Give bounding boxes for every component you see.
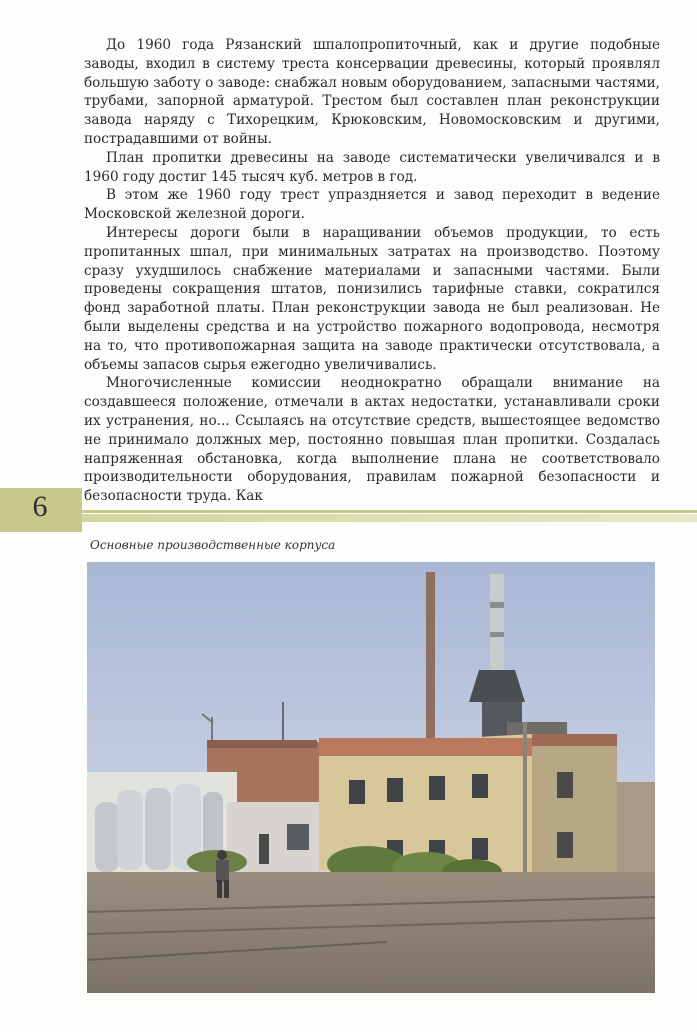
page-number: 6 xyxy=(32,490,48,523)
page-number-block xyxy=(0,488,82,532)
factory-buildings-photo xyxy=(87,562,655,993)
body-text xyxy=(84,36,660,506)
decorative-stripe xyxy=(82,510,697,513)
photo-caption: Основные производственные корпуса xyxy=(90,538,336,552)
paragraph-3: В этом же 1960 году трест упраздняется и завод переходит в ведение Московской железной дороги. xyxy=(84,187,660,223)
paragraph-4: Интересы дороги были в наращивании объемов продукции, то есть пропитанных шпал, при минимальных затратах на производство. Поэтому сразу ухудшилось снабжение материалами и запасными частями. Были проведены сокращения штатов, понизились тарифные ставки, сократился фонд заработной платы. План реконструкции завода не был реализован. Не были выделены средства и на устройство пожарного водопровода, несмотря на то, что противопожарная защита на заводе практически отсутствовала, а объемы запасов сырья ежегодно увеличивались. xyxy=(84,224,660,373)
paragraph-5: Многочисленные комиссии неоднократно обращали внимание на создавшееся положение, отмечали в актах недостатки, устанавливали сроки их устранения, но... Ссылаясь на отсутствие средств, вышестоящее ведомство не принимало должных мер, постоянно повышая план пропитки. Создалась напряженная обстановка, когда выполнение плана не соответствовало производительности оборудования, правилам пожарной безопасности и безопасности труда. Как xyxy=(84,375,660,505)
decorative-stripe-gradient xyxy=(82,514,697,522)
page-number-band xyxy=(0,488,697,532)
paragraph-1: До 1960 года Рязанский шпалопропиточный, как и другие подобные заводы, входил в систему треста консервации древесины, который проявлял большую заботу о заводе: снабжал новым оборудованием, запасными частями, трубами, запорной арматурой. Трестом был составлен план реконструкции завода наряду с Тихорецким, Крюковским, Новомосковским и другими, пострадавшими от войны. xyxy=(84,37,660,147)
paragraph-2: План пропитки древесины на заводе систематически увеличивался и в 1960 году достиг 145 тысяч куб. метров в год. xyxy=(84,149,660,185)
